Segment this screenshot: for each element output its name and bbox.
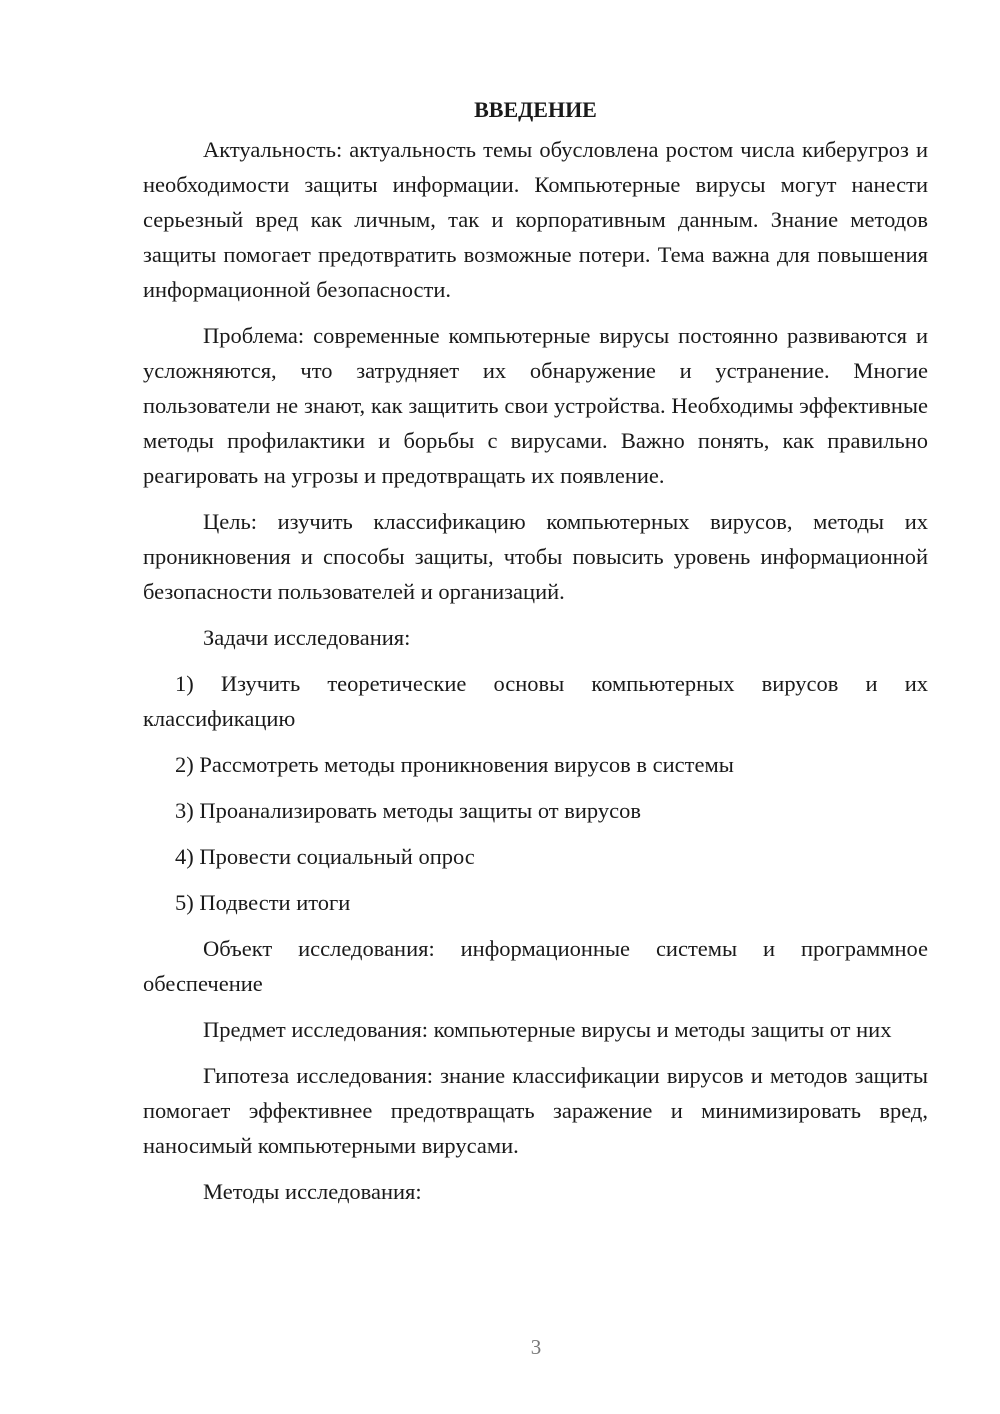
object-paragraph: Объект исследования: информационные системы и программное обеспечение — [143, 936, 928, 996]
task-item-1: 1) Изучить теоретические основы компьютерных вирусов и их классификацию — [143, 671, 928, 731]
task-item-4: 4) Провести социальный опрос — [175, 844, 475, 869]
tasks-heading: Задачи исследования: — [203, 625, 411, 650]
goal-paragraph: Цель: изучить классификацию компьютерных вирусов, методы их проникновения и способы защиты, чтобы повысить уровень информационной безопасности пользователей и организаций. — [143, 509, 928, 604]
task-item-2: 2) Рассмотреть методы проникновения вирусов в системы — [175, 752, 734, 777]
methods-heading: Методы исследования: — [203, 1179, 422, 1204]
problem-paragraph: Проблема: современные компьютерные вирусы постоянно развиваются и усложняются, что затрудняет их обнаружение и устранение. Многие пользователи не знают, как защитить свои устройства. Необходимы эффективные методы профилактики и борьбы с вирусами. Важно понять, как правильно реагировать на угрозы и предотвращать их появление. — [143, 323, 928, 488]
section-title: ВВЕДЕНИЕ — [474, 97, 597, 122]
document-page — [143, 92, 928, 1220]
hypothesis-paragraph: Гипотеза исследования: знание классификации вирусов и методов защиты помогает эффективнее предотвращать заражение и минимизировать вред, наносимый компьютерными вирусами. — [143, 1063, 928, 1158]
subject-paragraph: Предмет исследования: компьютерные вирусы и методы защиты от них — [203, 1017, 892, 1042]
page-number: 3 — [530, 1335, 542, 1359]
task-item-3: 3) Проанализировать методы защиты от вирусов — [175, 798, 641, 823]
relevance-paragraph: Актуальность: актуальность темы обусловлена ростом числа киберугроз и необходимости защиты информации. Компьютерные вирусы могут нанести серьезный вред как личным, так и корпоративным данным. Знание методов защиты помогает предотвратить возможные потери. Тема важна для повышения информационной безопасности. — [143, 137, 928, 302]
task-item-5: 5) Подвести итоги — [175, 890, 351, 915]
